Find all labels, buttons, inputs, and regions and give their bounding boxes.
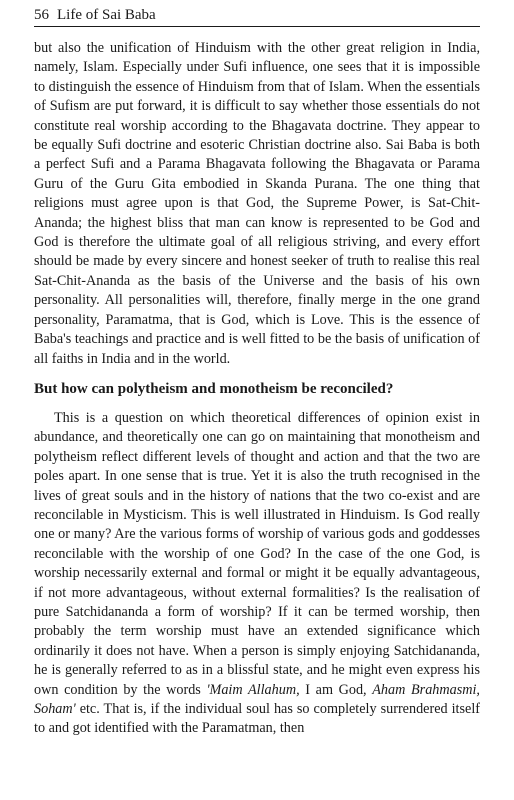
- paragraph-2-text-start: This is a question on which theoretical differences of opinion exist in abundance, and theoretically one can go on maintaining that monotheism and polytheism reflect different levels of thought and action and that the two are poles apart. In one sense that is true. Yet it is also the truth recognised in the lives of great souls and in the history of nations that the two co-exist and are reconcilable in Mysticism. This is well illustrated in Hinduism. Is God really one or many? Are the various forms of worship of various gods and goddesses reconcilable with the worship of one God? In the case of the one God, is worship necessarily external and formal or might it be equally advantageous, if not more advantageous, without external formalities? Is the realisation of pure Satchidananda a form of worship? If it can be termed worship, then probably the term worship must have an extended significance which ordinarily it does not have. When a person is simply enjoying Satchidananda, he is generally referred to as in a blissful state, and he might even express his own condition by the words: [34, 409, 480, 698]
- header-rule: [34, 26, 480, 27]
- paragraph-1: but also the unification of Hinduism with the other great religion in India, namely, Islam. Especially under Sufi influence, one sees that it is impossible to distinguish the essence of Hinduism from that of Islam. When the essentials of Sufism are put forward, it is difficult to say whether those essentials do not constitute real worship according to the Bhagavata doctrine. They appear to be equally Sufi doctrine and esoteric Christian doctrine also. Sai Baba is both a perfect Sufi and a Parama Bhagavata following the Bhagavata or Parama Guru of the Guru Gita embodied in Skanda Purana. The one thing that religions must agree upon is that God, the Supreme Power, is Sat-Chit-Ananda; the highest bliss that man can know is represented to be God and God is therefore the ultimate goal of all religious striving, and every effort should be made by every sincere and honest seeker of truth to realise this real Sat-Chit-Ananda as the basis of the Universe and the basis of his own personality. All personalities will, therefore, finally merge in the one grand personality, Paramatma, that is God, which is Love. This is the essence of Baba's teachings and practice and is well fitted to be the basis of unification of all faiths in India and in the world.: [34, 40, 480, 367]
- quote-aham-brahmasmi: Aham Brahmasmi, Soham': [34, 681, 480, 717]
- running-header: [34, 6, 480, 24]
- quote-maim-allahum: 'Maim Allahum,: [206, 681, 300, 698]
- page-number: 56: [34, 7, 49, 23]
- running-title: Life of Sai Baba: [57, 7, 156, 23]
- page-body: [34, 39, 480, 739]
- paragraph-2-text-mid: I am God,: [299, 681, 373, 698]
- paragraph-2: [34, 409, 480, 739]
- section-heading: But how can polytheism and monotheism be reconciled?: [34, 380, 394, 397]
- paragraph-2-text-end: etc. That is, if the individual soul has so completely surrendered itself to and got identified with the Paramatman, then: [34, 701, 480, 737]
